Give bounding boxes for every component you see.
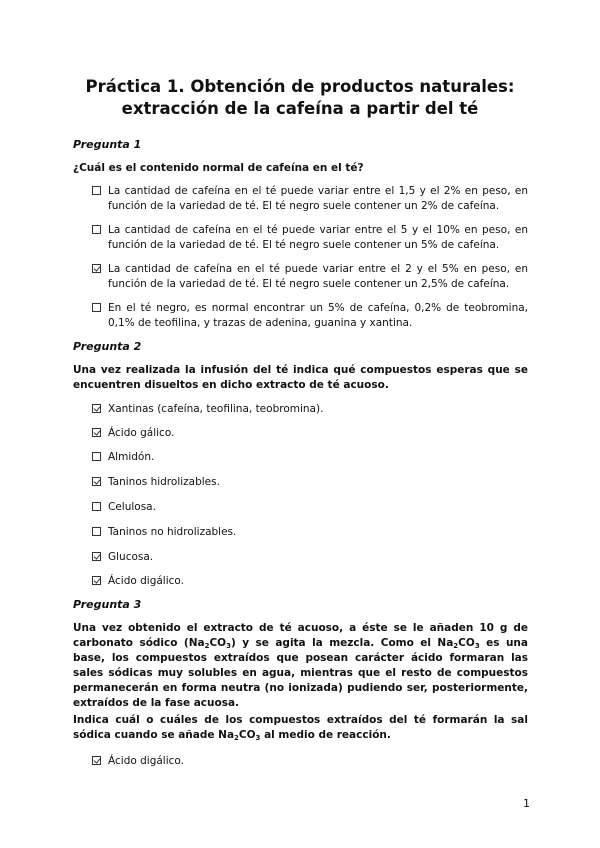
page-title	[60, 76, 540, 120]
title-line-2: extracción de la cafeína a partir del té	[121, 99, 479, 118]
q3-option-1[interactable]	[92, 754, 528, 769]
checked-checkbox-icon[interactable]	[92, 552, 101, 561]
checked-checkbox-icon[interactable]	[92, 428, 101, 437]
title-line-1: Práctica 1. Obtención de productos naturales:	[85, 77, 515, 96]
question-3-heading: Pregunta 3	[73, 598, 142, 611]
checked-checkbox-icon[interactable]	[92, 477, 101, 486]
q2-option-7[interactable]	[92, 550, 528, 565]
checkbox-icon[interactable]	[92, 527, 101, 536]
checkbox-icon[interactable]	[92, 303, 101, 312]
option-label: Glucosa.	[108, 551, 154, 563]
option-label: Taninos no hidrolizables.	[108, 526, 237, 538]
option-label: Xantinas (cafeína, teofilina, teobromina).	[108, 403, 324, 415]
question-3-text: Indica cuál o cuáles de los compuestos extraídos del té formarán la sal sódica cuando se añade $Na_2CO_3$ al medio de reacción.	[73, 714, 528, 742]
option-label: Ácido digálico.	[108, 755, 184, 767]
q2-option-6[interactable]	[92, 525, 528, 540]
checked-checkbox-icon[interactable]	[92, 404, 101, 413]
checkbox-icon[interactable]	[92, 502, 101, 511]
option-label: La cantidad de cafeína en el té puede variar entre el 2 y el 5% en peso, en función de la variedad de té. El té negro suele contener un 2,5% de cafeína.	[108, 263, 528, 290]
checked-checkbox-icon[interactable]	[92, 264, 101, 273]
page-number: 1	[523, 797, 530, 810]
option-label: Ácido gálico.	[108, 427, 175, 439]
q1-option-2[interactable]	[92, 223, 528, 253]
option-label: Taninos hidrolizables.	[108, 476, 220, 488]
question-1-text: ¿Cuál es el contenido normal de cafeína en el té?	[73, 162, 364, 174]
option-label: La cantidad de cafeína en el té puede variar entre el 1,5 y el 2% en peso, en función de la variedad de té. El té negro suele contener un 2% de cafeína.	[108, 185, 528, 212]
q1-option-3[interactable]	[92, 262, 528, 292]
checked-checkbox-icon[interactable]	[92, 756, 101, 765]
question-1-heading: Pregunta 1	[73, 138, 142, 151]
checkbox-icon[interactable]	[92, 186, 101, 195]
option-label: Celulosa.	[108, 501, 156, 513]
q2-option-3[interactable]	[92, 450, 528, 465]
option-label: En el té negro, es normal encontrar un 5% de cafeína, 0,2% de teobromina, 0,1% de teofilina, y trazas de adenina, guanina y xantina.	[108, 302, 528, 329]
q2-option-4[interactable]	[92, 475, 528, 490]
question-2-heading: Pregunta 2	[73, 340, 142, 353]
q2-option-8[interactable]	[92, 574, 528, 589]
q2-option-2[interactable]	[92, 426, 528, 441]
checkbox-icon[interactable]	[92, 225, 101, 234]
q1-option-4[interactable]	[92, 301, 528, 331]
q2-option-1[interactable]	[92, 402, 528, 417]
checked-checkbox-icon[interactable]	[92, 576, 101, 585]
question-2-text: Una vez realizada la infusión del té indica qué compuestos esperas que se encuentren disueltos en dicho extracto de té acuoso.	[73, 364, 528, 391]
option-label: Ácido digálico.	[108, 575, 184, 587]
option-label: La cantidad de cafeína en el té puede variar entre el 5 y el 10% en peso, en función de la variedad de té. El té negro suele contener un 5% de cafeína.	[108, 224, 528, 251]
option-label: Almidón.	[108, 451, 155, 463]
checkbox-icon[interactable]	[92, 452, 101, 461]
q1-option-1[interactable]	[92, 184, 528, 214]
q2-option-5[interactable]	[92, 500, 528, 515]
question-3-intro: Una vez obtenido el extracto de té acuoso, a éste se le añaden 10 g de carbonato sódico $(Na_2CO_3)$ y se agita la mezcla. Como el $Na_2CO_3$ es una base, los compuestos extraídos que posean carácter ácido formaran las sales sódicas muy solubles en agua, mientras que el resto de compuestos permanecerán en forma neutra (no ionizada) pudiendo ser, posteriormente, extraídos de la fase acuosa.	[73, 622, 528, 709]
